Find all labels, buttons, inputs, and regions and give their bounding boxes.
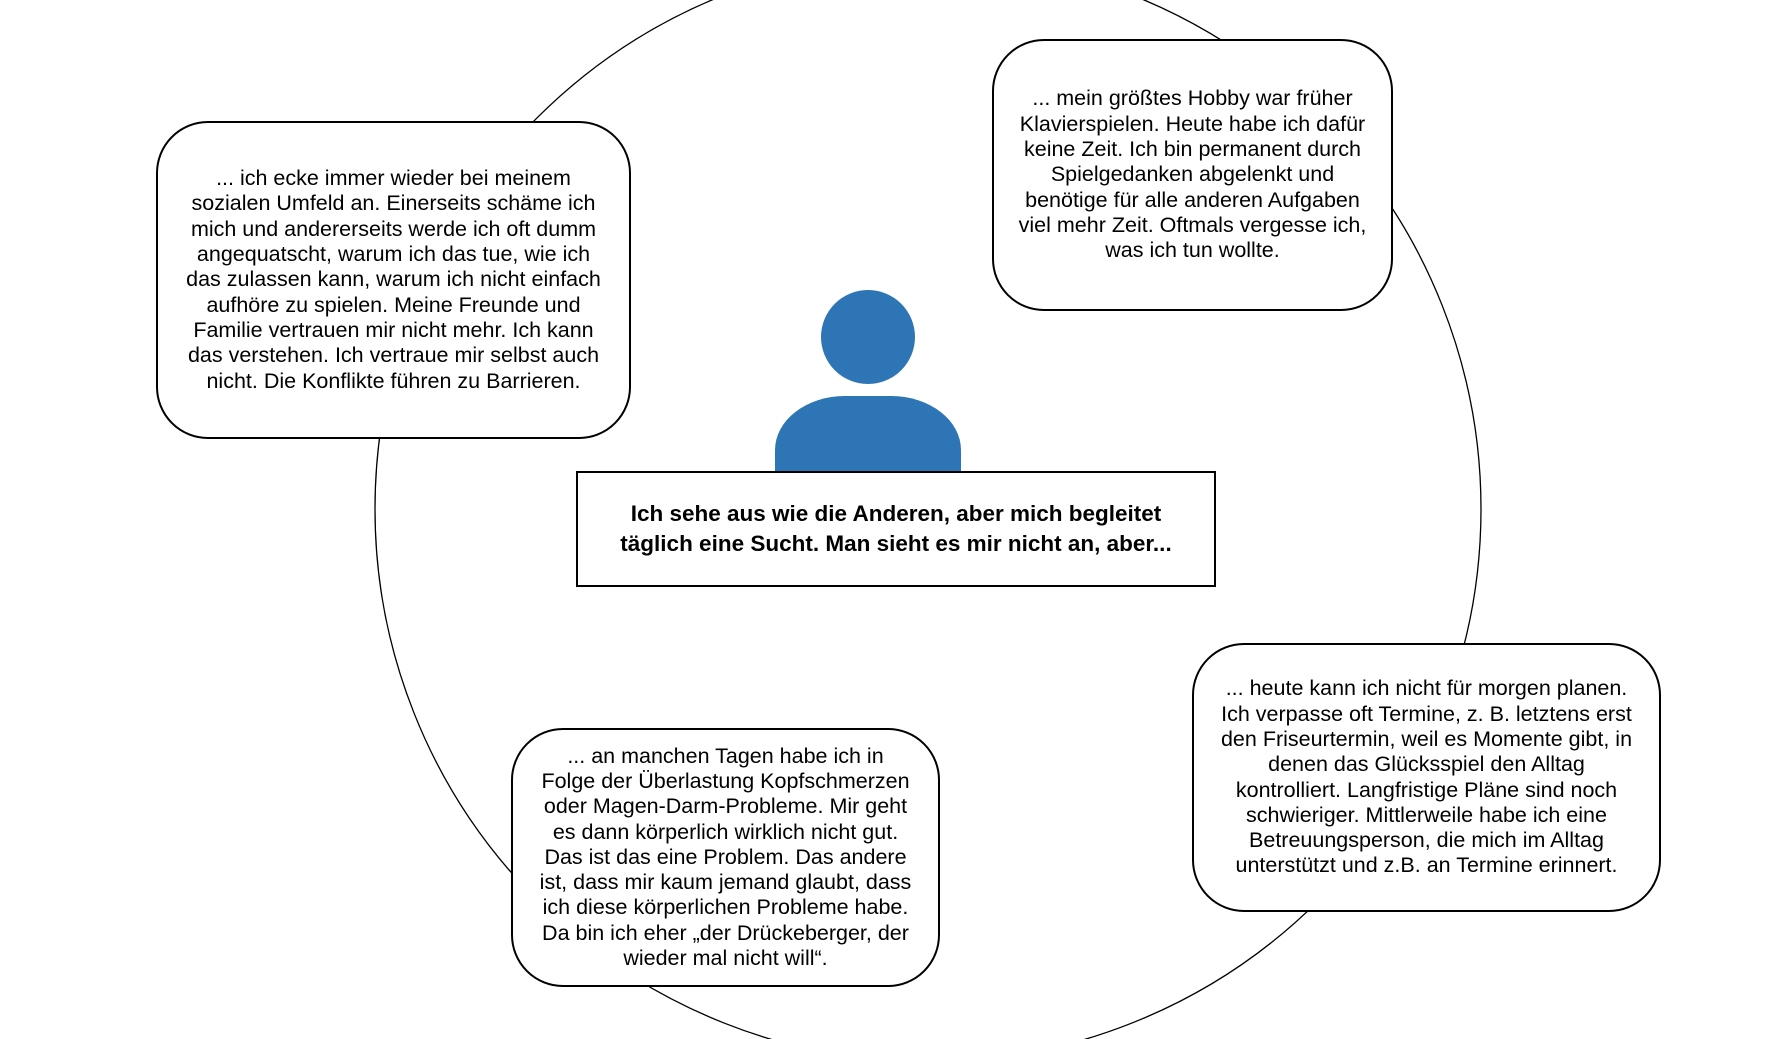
bubble-text-hobby: ... mein größtes Hobby war früher Klavierspielen. Heute habe ich dafür keine Zeit. Ich bin permanent durch Spielgedanken abgelenkt und benötige für alle anderen Aufgaben viel mehr Zeit. Oftmals vergesse ich, was ich tun wollte. bbox=[1018, 86, 1367, 263]
bubble-text-social-environment: ... ich ecke immer wieder bei meinem sozialen Umfeld an. Einerseits schäme ich mich und andererseits werde ich oft dumm angequatscht, warum ich das tue, wie ich das zulassen kann, warum ich nicht einfach aufhöre zu spielen. Meine Freunde und Familie vertrauen mir nicht mehr. Ich kann das verstehen. Ich vertraue mir selbst auch nicht. Die Konflikte führen zu Barrieren. bbox=[186, 166, 601, 393]
bubble-health bbox=[511, 728, 940, 987]
bubble-text-planning: ... heute kann ich nicht für morgen planen. Ich verpasse oft Termine, z. B. letztens erst den Friseurtermin, weil es Momente gibt, in denen das Glücksspiel den Alltag kontrolliert. Langfristige Pläne sind noch schwieriger. Mittlerweile habe ich eine Betreuungsperson, die mich im Alltag unterstützt und z.B. an Termine erinnert. bbox=[1220, 676, 1633, 878]
bubble-hobby bbox=[992, 39, 1393, 311]
bubble-text-health: ... an manchen Tagen habe ich in Folge der Überlastung Kopfschmerzen oder Magen-Darm-Probleme. Mir geht es dann körperlich wirklich nicht gut. Das ist das eine Problem. Das andere ist, dass mir kaum jemand glaubt, dass ich diese körperlichen Probleme habe. Da bin ich eher „der Drückeberger, der wieder mal nicht will“. bbox=[539, 743, 912, 971]
center-statement bbox=[576, 471, 1216, 587]
center-statement-text: Ich sehe aus wie die Anderen, aber mich begleitet täglich eine Sucht. Man sieht es mir nicht an, aber... bbox=[620, 501, 1172, 556]
bubble-planning bbox=[1192, 643, 1661, 912]
person-head bbox=[821, 290, 915, 384]
bubble-social-environment bbox=[156, 121, 631, 439]
person-icon bbox=[773, 290, 963, 472]
person-torso bbox=[775, 396, 961, 472]
